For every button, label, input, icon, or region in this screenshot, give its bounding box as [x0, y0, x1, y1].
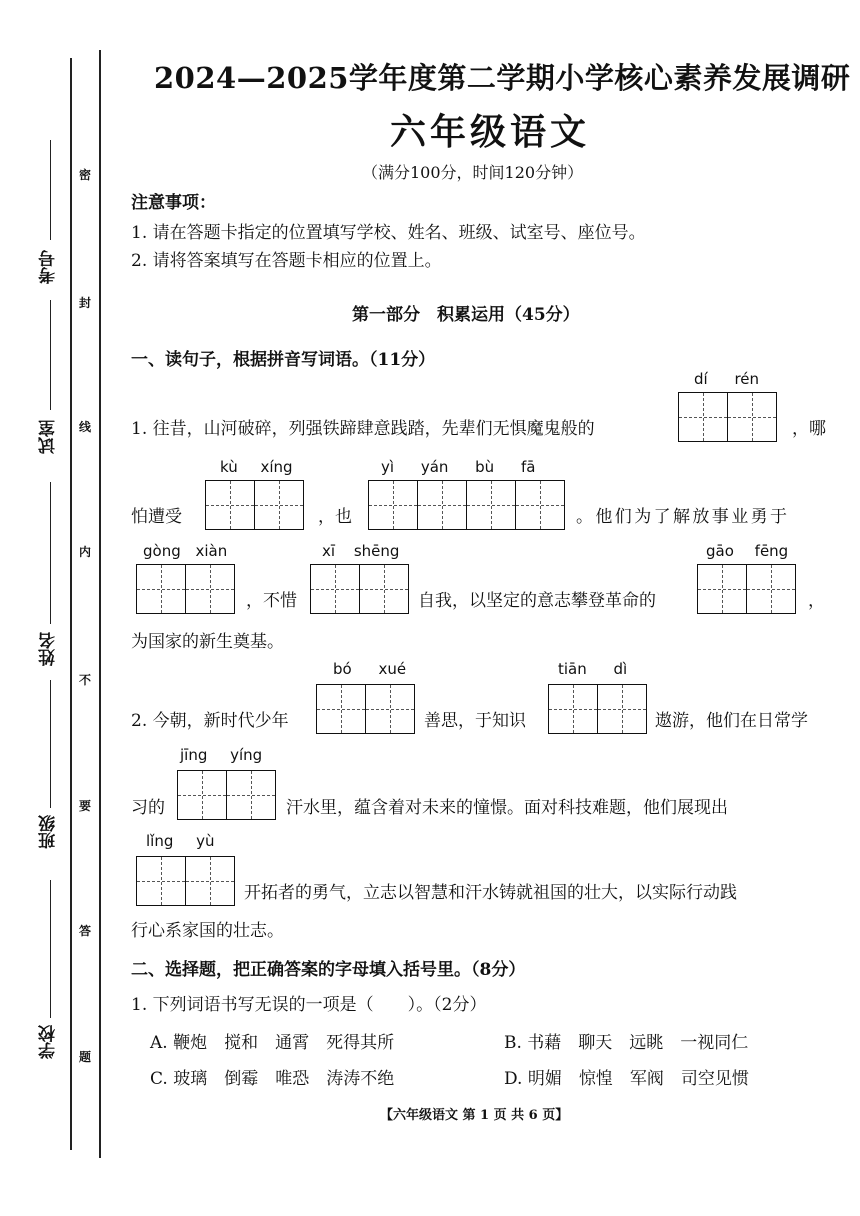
name-rule[interactable]: [50, 482, 51, 624]
q2-text-6: 开拓者的勇气，立志以智慧和汗水铸就祖国的壮大，以实际行动践: [244, 883, 737, 903]
q2-text-3: 遨游，他们在日常学: [655, 711, 808, 731]
option-d[interactable]: D. 明媚 惊惶 军阀 司空见惯: [504, 1069, 749, 1089]
seal-char-1: 密: [79, 168, 92, 182]
seal-char-6: 要: [79, 799, 92, 813]
side-label-exam-room: 试室: [39, 420, 59, 454]
subject-title: 六年级语文: [390, 111, 591, 153]
q2-text-2: 善思，于知识: [424, 711, 526, 731]
seal-char-3: 线: [79, 420, 92, 434]
side-label-class: 班级: [39, 815, 59, 849]
q1-text-3: 怕遭受: [131, 507, 182, 527]
pinyin-yi-yan-bu-fa: yì yán bù fā: [381, 458, 536, 476]
answer-grid-yi-yan-bu-fa[interactable]: [368, 480, 565, 530]
notice-heading: 注意事项：: [131, 193, 216, 213]
q1-text-7: 自我，以坚定的意志攀登革命的: [418, 591, 656, 611]
side-label-name: 姓名: [39, 632, 59, 666]
seal-char-5: 不: [79, 673, 92, 687]
option-c[interactable]: C. 玻璃 倒霉 唯恐 涛涛不绝: [150, 1069, 395, 1089]
answer-grid-tian-di[interactable]: [548, 684, 647, 734]
s2-q1-stem: 1. 下列词语书写无误的一项是（ ）。（2分）: [131, 995, 487, 1015]
part1-heading: 第一部分 积累运用（45分）: [352, 305, 580, 325]
binding-line-outer: [70, 58, 72, 1150]
answer-grid-gong-xian[interactable]: [136, 564, 235, 614]
score-time: （满分100分，时间120分钟）: [362, 163, 584, 182]
pinyin-gong-xian: gòng xiàn: [143, 542, 228, 560]
q1-text-9: 为国家的新生奠基。: [131, 632, 284, 652]
seal-char-4: 内: [79, 545, 92, 559]
binding-line-inner: [99, 50, 101, 1158]
q2-text-7: 行心系家国的壮志。: [131, 921, 284, 941]
notice-item-2: 2. 请将答案填写在答题卡相应的位置上。: [131, 251, 442, 271]
answer-grid-di-ren[interactable]: [678, 392, 777, 442]
section2-heading: 二、选择题，把正确答案的字母填入括号里。（8分）: [131, 960, 526, 980]
answer-grid-bo-xue[interactable]: [316, 684, 415, 734]
answer-grid-ku-xing[interactable]: [205, 480, 304, 530]
answer-grid-jing-ying[interactable]: [177, 770, 276, 820]
pinyin-gao-feng: gāo fēng: [706, 542, 789, 560]
seal-char-8: 题: [79, 1050, 92, 1064]
answer-grid-xi-sheng[interactable]: [310, 564, 409, 614]
pinyin-bo-xue: bó xué: [333, 660, 407, 678]
side-label-school: 学校: [39, 1025, 59, 1059]
answer-grid-ling-yu[interactable]: [136, 856, 235, 906]
exam-room-rule[interactable]: [50, 300, 51, 410]
side-label-exam-number: 考号: [39, 250, 59, 284]
q2-text-1: 2. 今朝，新时代少年: [131, 711, 289, 731]
page-footer: 【六年级语文 第 1 页 共 6 页】: [380, 1108, 569, 1123]
seal-char-7: 答: [79, 924, 92, 938]
q1-text-6: ，不惜: [246, 591, 297, 611]
seal-char-2: 封: [79, 296, 92, 310]
notice-item-1: 1. 请在答题卡指定的位置填写学校、姓名、班级、试室号、座位号。: [131, 223, 646, 243]
option-a[interactable]: A. 鞭炮 搅和 通霄 死得其所: [150, 1033, 395, 1053]
pinyin-xi-sheng: xī shēng: [322, 542, 400, 560]
q1-text-4: ，也: [318, 507, 352, 527]
pinyin-di-ren: dí rén: [694, 370, 760, 388]
q2-text-4: 习的: [131, 798, 165, 818]
option-b[interactable]: B. 书藉 聊天 远眺 一视同仁: [504, 1033, 749, 1053]
school-rule[interactable]: [50, 880, 51, 1018]
section1-heading: 一、读句子，根据拼音写词语。（11分）: [131, 350, 436, 370]
q2-text-5: 汗水里，蕴含着对未来的憧憬。面对科技难题，他们展现出: [286, 798, 728, 818]
exam-number-rule[interactable]: [50, 140, 51, 240]
q1-text-2: ，哪: [792, 419, 826, 439]
exam-title: 2024—2025学年度第二学期小学核心素养发展调研: [154, 61, 851, 95]
pinyin-jing-ying: jīng yíng: [180, 746, 263, 764]
q1-text-8: ，: [808, 591, 825, 611]
answer-grid-gao-feng[interactable]: [697, 564, 796, 614]
pinyin-ling-yu: lǐng yù: [146, 832, 215, 850]
q1-text-1: 1. 往昔，山河破碎，列强铁蹄肆意践踏，先辈们无惧魔鬼般的: [131, 419, 595, 439]
pinyin-tian-di: tiān dì: [558, 660, 628, 678]
q1-text-5: 。他们为了解放事业勇于: [576, 507, 790, 527]
class-rule[interactable]: [50, 680, 51, 808]
pinyin-ku-xing: kù xíng: [220, 458, 293, 476]
